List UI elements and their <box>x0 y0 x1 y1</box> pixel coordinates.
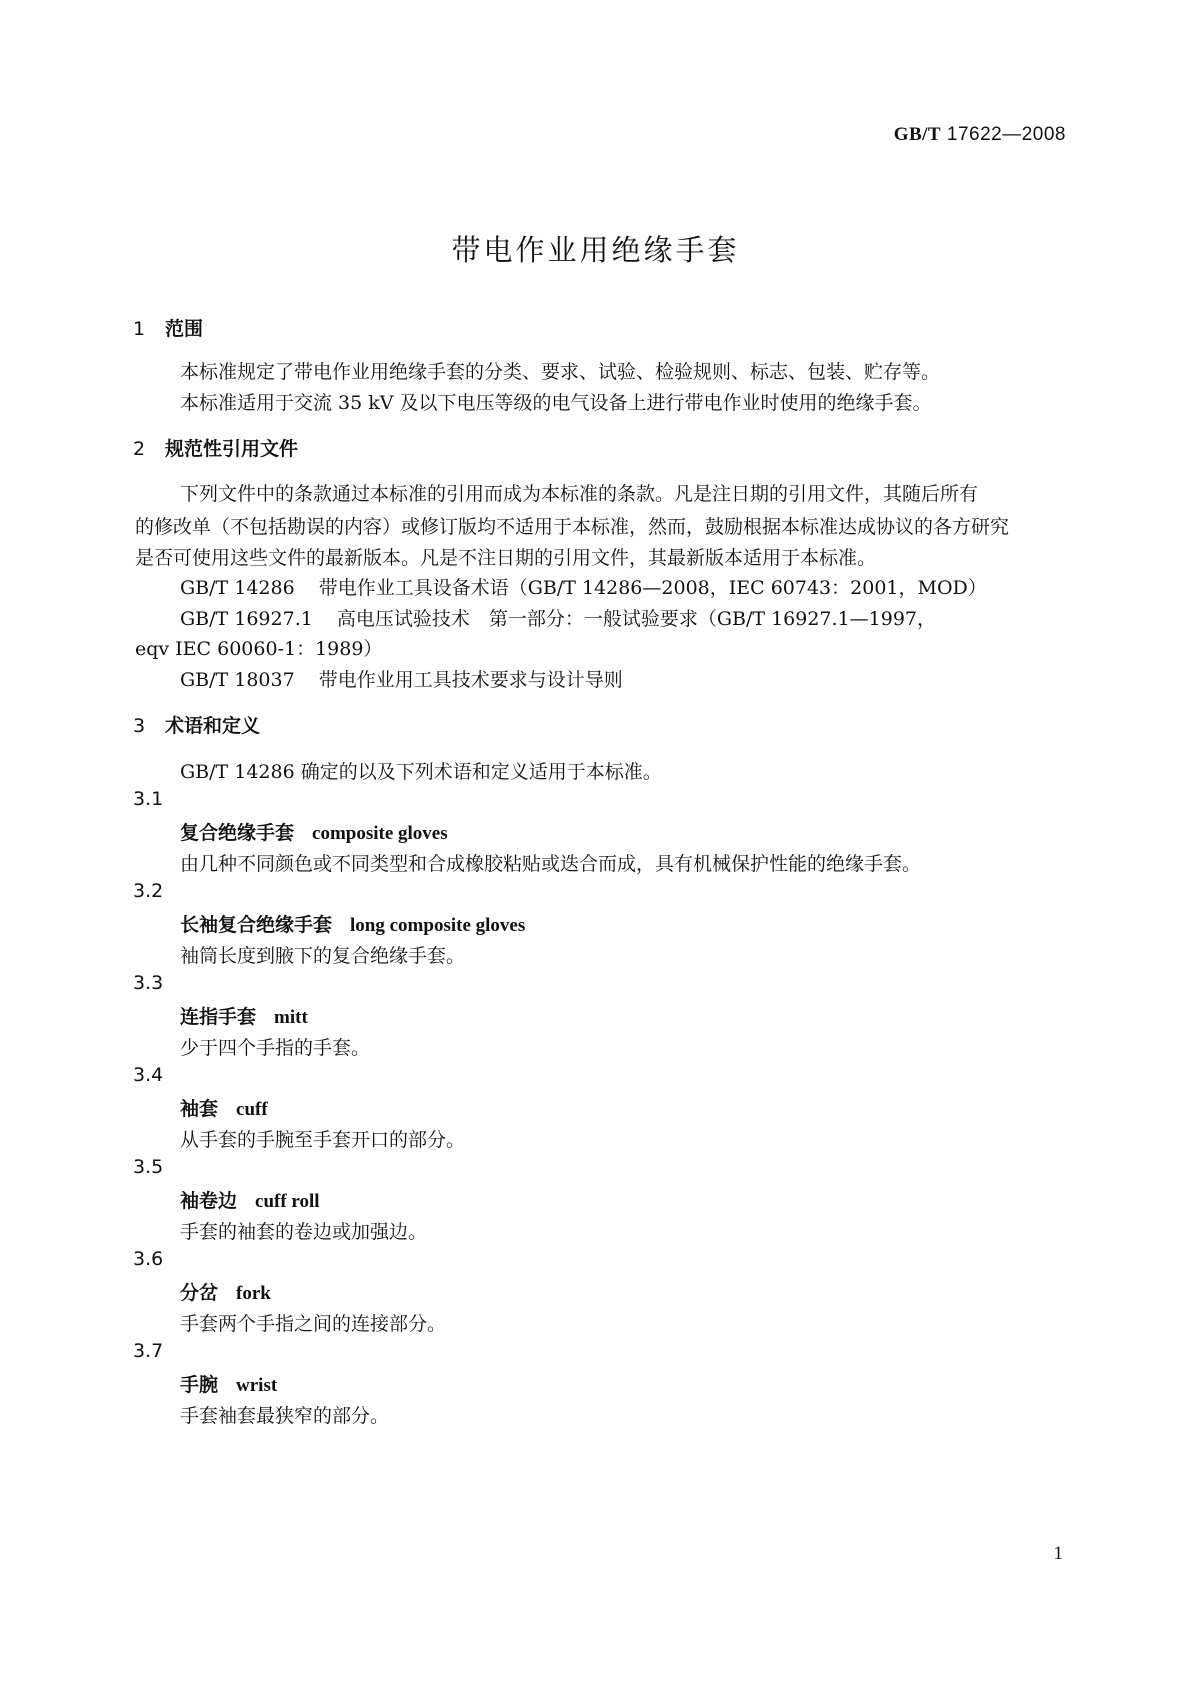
term-definition: 由几种不同颜色或不同类型和合成橡胶粘贴或迭合而成，具有机械保护性能的绝缘手套。 <box>180 853 922 875</box>
term-definition: 袖筒长度到腋下的复合绝缘手套。 <box>180 945 466 967</box>
section-number: 2 <box>133 438 146 460</box>
term-en: cuff <box>236 1099 268 1120</box>
standard-code: 17622—2008 <box>946 124 1066 145</box>
reference-code: GB/T 14286 <box>180 577 295 599</box>
term-en: long composite gloves <box>350 915 526 936</box>
term-number: 3.4 <box>133 1064 164 1086</box>
term-heading <box>180 1278 271 1305</box>
reference-item <box>180 665 623 692</box>
term-heading <box>180 818 448 845</box>
term-heading <box>180 1094 268 1121</box>
term-definition: 手套的袖套的卷边或加强边。 <box>180 1221 428 1243</box>
section-number: 1 <box>133 318 146 340</box>
section-2-intro-line-1: 下列文件中的条款通过本标准的引用而成为本标准的条款。凡是注日期的引用文件，其随后所有 <box>180 483 979 505</box>
term-en: wrist <box>236 1375 278 1396</box>
term-zh: 长袖复合绝缘手套 <box>180 914 333 936</box>
section-title: 规范性引用文件 <box>165 438 299 460</box>
reference-item <box>180 604 936 631</box>
reference-code: GB/T 16927.1 <box>180 608 313 630</box>
reference-continuation: eqv IEC 60060-1：1989） <box>135 638 383 660</box>
term-number: 3.7 <box>133 1340 164 1362</box>
section-title: 范围 <box>165 318 204 340</box>
term-en: fork <box>236 1283 271 1304</box>
section-2-intro-line-2: 的修改单（不包括勘误的内容）或修订版均不适用于本标准，然而，鼓励根据本标准达成协议的各方研究 <box>135 516 1010 538</box>
section-number: 3 <box>133 715 146 737</box>
reference-text: 带电作业用工具技术要求与设计导则 <box>318 669 623 691</box>
reference-code: GB/T 18037 <box>180 669 295 691</box>
term-number: 3.1 <box>133 788 164 810</box>
term-en: composite gloves <box>312 823 448 844</box>
term-zh: 分岔 <box>180 1282 219 1304</box>
section-1-para-2: 本标准适用于交流 35 kV 及以下电压等级的电气设备上进行带电作业时使用的绝缘手套。 <box>180 392 932 414</box>
term-en: cuff roll <box>255 1191 320 1212</box>
term-heading <box>180 910 525 937</box>
reference-item <box>180 573 987 600</box>
term-definition: 手套袖套最狭窄的部分。 <box>180 1405 390 1427</box>
section-1-para-1: 本标准规定了带电作业用绝缘手套的分类、要求、试验、检验规则、标志、包装、贮存等。 <box>180 361 941 383</box>
reference-text: 带电作业工具设备术语（GB/T 14286—2008，IEC 60743：2001，MOD） <box>318 577 987 599</box>
term-heading <box>180 1370 277 1397</box>
term-number: 3.6 <box>133 1248 164 1270</box>
term-definition: 手套两个手指之间的连接部分。 <box>180 1313 447 1335</box>
term-definition: 从手套的手腕至手套开口的部分。 <box>180 1129 466 1151</box>
standard-number <box>894 124 1066 146</box>
term-zh: 手腕 <box>180 1374 219 1396</box>
term-zh: 袖卷边 <box>180 1190 238 1212</box>
section-2-heading <box>133 434 298 461</box>
section-3-heading <box>133 711 260 738</box>
section-3-intro: GB/T 14286 确定的以及下列术语和定义适用于本标准。 <box>180 761 662 783</box>
term-definition: 少于四个手指的手套。 <box>180 1037 371 1059</box>
term-number: 3.2 <box>133 880 164 902</box>
section-1-heading <box>133 314 203 341</box>
term-en: mitt <box>274 1007 308 1028</box>
document-title: 带电作业用绝缘手套 <box>451 233 740 267</box>
section-title: 术语和定义 <box>165 715 261 737</box>
page-number: 1 <box>1053 1543 1063 1564</box>
term-heading <box>180 1002 308 1029</box>
reference-text: 高电压试验技术 第一部分：一般试验要求（GB/T 16927.1—1997， <box>336 608 937 630</box>
term-number: 3.5 <box>133 1156 164 1178</box>
standard-prefix: GB/T <box>893 124 942 145</box>
term-zh: 袖套 <box>180 1098 219 1120</box>
term-zh: 复合绝缘手套 <box>180 822 295 844</box>
section-2-intro-line-3: 是否可使用这些文件的最新版本。凡是不注日期的引用文件，其最新版本适用于本标准。 <box>135 547 877 569</box>
term-zh: 连指手套 <box>180 1006 257 1028</box>
term-heading <box>180 1186 320 1213</box>
term-number: 3.3 <box>133 972 164 994</box>
